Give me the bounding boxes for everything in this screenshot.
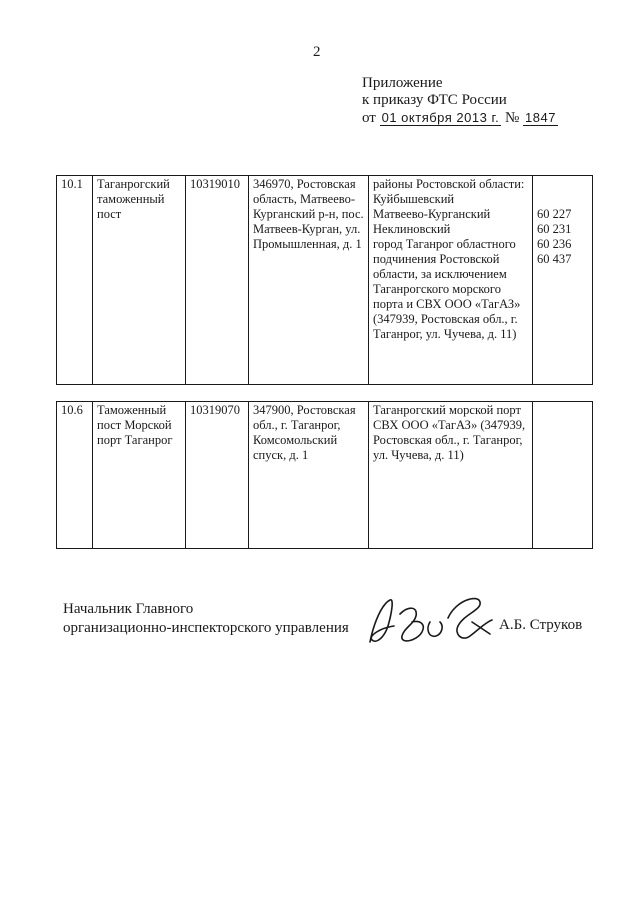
row-index: 10.6 <box>57 402 93 549</box>
region-line: Матвеево-Курганский <box>373 207 491 221</box>
post-code: 10319070 <box>186 402 249 549</box>
okato-code: 60 227 <box>537 207 572 221</box>
signatory-title-line: Начальник Главного <box>63 601 194 617</box>
customs-post-table-1 <box>56 175 593 385</box>
appendix-title: Приложение <box>362 75 443 91</box>
date-prefix: от <box>362 110 376 126</box>
post-address: 347900, Ростовская обл., г. Таганрог, Комсомольский спуск, д. 1 <box>249 402 369 549</box>
region-line: районы Ростовской области: <box>373 177 525 191</box>
handwritten-signature <box>360 592 500 652</box>
post-name: Таганрогский таможенный пост <box>93 176 186 385</box>
order-number: 1847 <box>525 110 556 125</box>
post-address: 346970, Ростовская область, Матвеево-Курганский р-н, пос. Матвеев-Курган, ул. Промышленная, д. 1 <box>249 176 369 385</box>
post-code: 10319010 <box>186 176 249 385</box>
order-date: 01 октября 2013 г. <box>381 110 500 125</box>
region-line: город Таганрог областного подчинения Ростовской области, за исключением Таганрогского морского порта и СВХ ООО «ТагАЗ» (347939, Ростовская обл., г. Таганрог, ул. Чучева, д. 11) <box>373 237 521 341</box>
region-line: Неклиновский <box>373 222 451 236</box>
signatory-title-line: организационно-инспекторского управления <box>63 620 349 636</box>
page-number: 2 <box>313 44 321 60</box>
region-line: Куйбышевский <box>373 192 455 206</box>
number-sign: № <box>504 110 520 126</box>
region-cell <box>369 176 533 385</box>
post-name: Таможенный пост Морской порт Таганрог <box>93 402 186 549</box>
okato-cell <box>533 402 593 549</box>
appendix-order-ref: к приказу ФТС России <box>362 92 507 108</box>
appendix-date-line <box>362 109 558 127</box>
okato-code: 60 236 <box>537 237 572 251</box>
appendix-header <box>362 75 558 127</box>
okato-cell <box>533 176 593 385</box>
row-index: 10.1 <box>57 176 93 385</box>
customs-post-table-2 <box>56 401 593 549</box>
signatory-title <box>63 600 349 638</box>
region-cell: Таганрогский морской порт СВХ ООО «ТагАЗ» (347939, Ростовская обл., г. Таганрог, ул. Чучева, д. 11) <box>369 402 533 549</box>
okato-code: 60 231 <box>537 222 572 236</box>
signatory-name: А.Б. Струков <box>499 617 583 633</box>
okato-code: 60 437 <box>537 252 572 266</box>
